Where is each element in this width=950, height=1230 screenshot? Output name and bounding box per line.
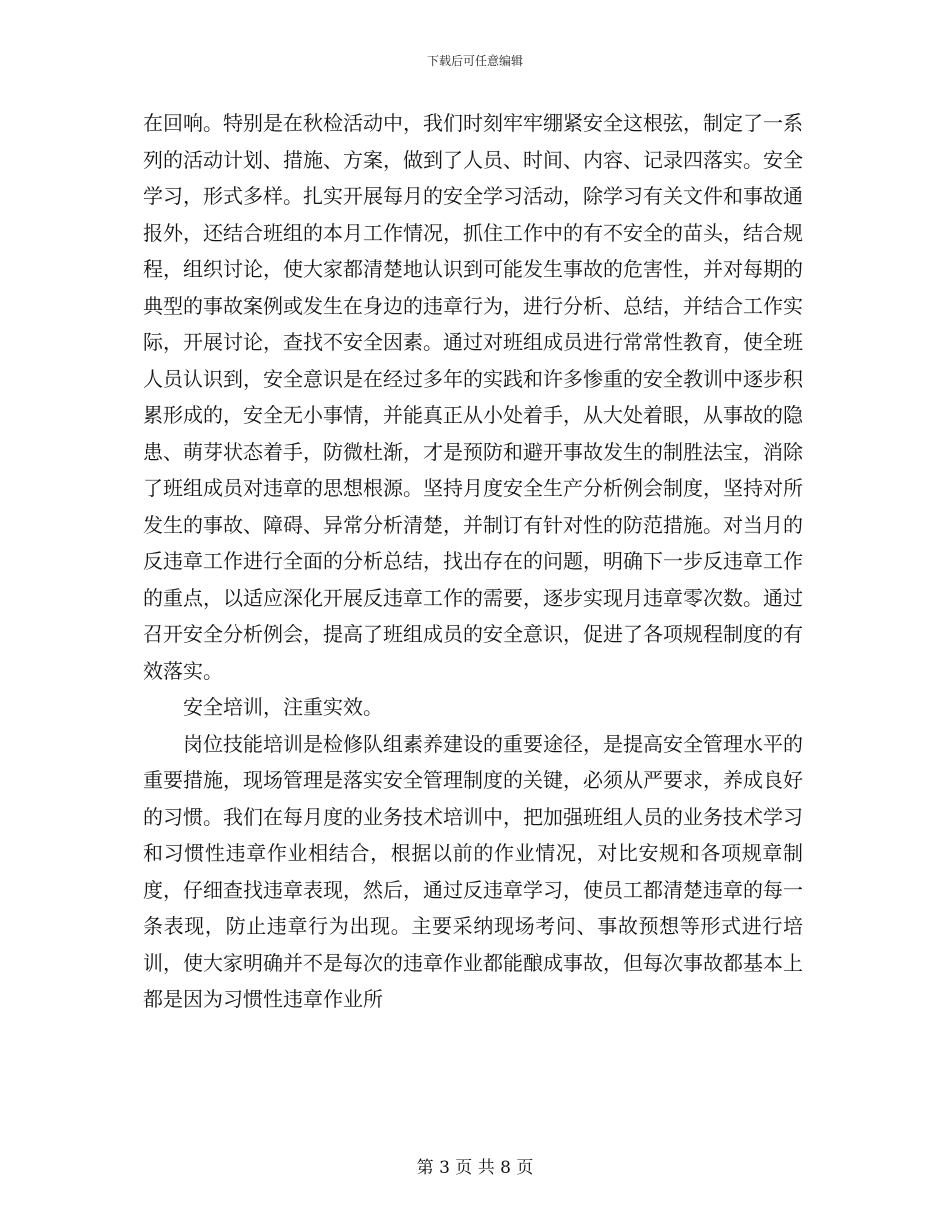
body-paragraph-2: 安全培训，注重实效。 <box>183 695 383 719</box>
document-body <box>143 105 803 1018</box>
body-paragraph-3: 岗位技能培训是检修队组素养建设的重要途径，是提高安全管理水平的重要措施，现场管理是落实安全管理制度的关键，必须从严要求，养成良好的习惯。我们在每月度的业务技术培训中，把加强班组人员的业务技术学习和习惯性违章作业相结合，根据以前的作业情况，对比安规和各项规章制度，仔细查找违章表现，然后，通过反违章学习，使员工都清楚违章的每一条表现，防止违章行为出现。主要采纳现场考问、事故预想等形式进行培训，使大家明确并不是每次的违章作业都能酿成事故，但每次事故都基本上都是因为习惯性违章作业所 <box>143 731 803 1011</box>
body-paragraph-1: 在回响。特别是在秋检活动中，我们时刻牢牢绷紧安全这根弦，制定了一系列的活动计划、措施、方案，做到了人员、时间、内容、记录四落实。安全学习，形式多样。扎实开展每月的安全学习活动，除学习有关文件和事故通报外，还结合班组的本月工作情况，抓住工作中的有不安全的苗头，结合规程，组织讨论，使大家都清楚地认识到可能发生事故的危害性，并对每期的典型的事故案例或发生在身边的违章行为，进行分析、总结，并结合工作实际，开展讨论，查找不安全因素。通过对班组成员进行常常性教育，使全班人员认识到，安全意识是在经过多年的实践和许多惨重的安全教训中逐步积累形成的，安全无小事情，并能真正从小处着手，从大处着眼，从事故的隐患、萌芽状态着手，防微杜渐，才是预防和避开事故发生的制胜法宝，消除了班组成员对违章的思想根源。坚持月度安全生产分析例会制度，坚持对所发生的事故、障碍、异常分析清楚，并制订有针对性的防范措施。对当月的反违章工作进行全面的分析总结，找出存在的问题，明确下一步反违章工作的重点，以适应深化开展反违章工作的需要，逐步实现月违章零次数。通过召开安全分析例会，提高了班组成员的安全意识，促进了各项规程制度的有效落实。 <box>143 111 803 683</box>
page-header: 下载后可任意编辑 <box>426 54 523 68</box>
page-footer: 第 3 页 共 8 页 <box>416 1158 534 1178</box>
